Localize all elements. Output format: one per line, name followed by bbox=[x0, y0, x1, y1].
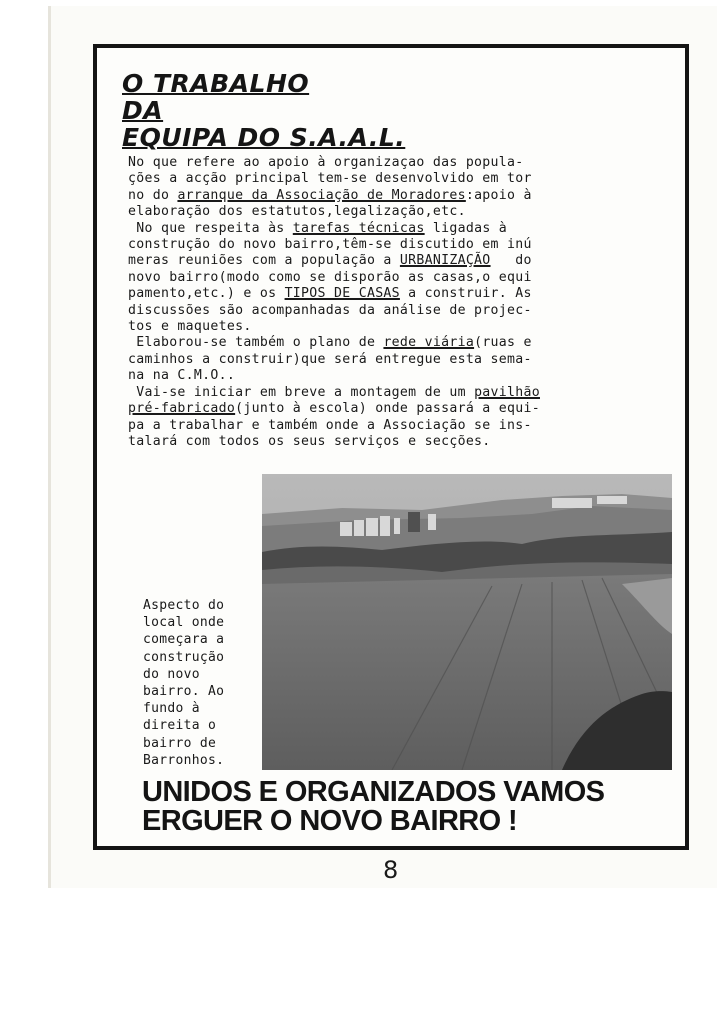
body-text-segment: No que refere ao apoio à organizaçao das popula- bbox=[128, 155, 524, 170]
body-text-segment: ções a acção principal tem-se desenvolvido em tor bbox=[128, 171, 532, 187]
caption-line: fundo à bbox=[143, 701, 200, 717]
body-line bbox=[128, 335, 650, 351]
body-line bbox=[128, 188, 650, 204]
body-line bbox=[128, 434, 650, 450]
title-line: O TRABALHO bbox=[122, 69, 310, 98]
body-line bbox=[128, 401, 650, 417]
body-line bbox=[128, 253, 650, 269]
caption-line: começara a bbox=[143, 632, 225, 648]
body-text-segment: discussões são acompanhadas da análise de projec- bbox=[128, 302, 532, 318]
underlined-phrase: pré-fabricado bbox=[128, 401, 236, 417]
body-line bbox=[128, 385, 650, 401]
page-number: 8 bbox=[383, 856, 399, 884]
body-text-segment: tos e maquetes. bbox=[128, 319, 252, 335]
body-line bbox=[128, 155, 650, 171]
body-line bbox=[128, 171, 650, 187]
underlined-phrase: pavilhão bbox=[474, 384, 540, 400]
caption-line: construção bbox=[143, 649, 225, 665]
body-text-segment: novo bairro(modo como se disporão as casas,o equi bbox=[128, 269, 532, 285]
body-line bbox=[128, 352, 650, 368]
body-text-segment: pamento,etc.) e os bbox=[128, 286, 285, 302]
caption-line: do novo bbox=[143, 666, 200, 682]
caption-line: bairro de bbox=[143, 735, 217, 751]
article-body bbox=[128, 155, 650, 450]
body-text-segment: a construir. As bbox=[399, 286, 532, 302]
body-line bbox=[128, 270, 650, 286]
body-line bbox=[128, 204, 650, 220]
photo-caption bbox=[143, 597, 261, 769]
body-text-segment: elaboração dos estatutos,legalização,etc. bbox=[128, 204, 466, 220]
underlined-phrase: TIPOS DE CASAS bbox=[284, 286, 400, 302]
sheet-edge bbox=[48, 6, 51, 888]
body-text-segment: talará com todos os seus serviços e secções. bbox=[128, 433, 491, 449]
body-line bbox=[128, 303, 650, 319]
body-text-segment: Elaborou-se também o plano de bbox=[128, 335, 384, 351]
body-text-segment: meras reuniões com a população a bbox=[128, 253, 400, 269]
landscape-photo-image bbox=[262, 474, 672, 770]
caption-line: Barronhos. bbox=[143, 752, 225, 768]
body-text-segment: (ruas e bbox=[474, 335, 532, 351]
title-line: EQUIPA DO S.A.A.L. bbox=[122, 123, 406, 152]
body-text-segment: construção do novo bairro,têm-se discutido em inú bbox=[128, 237, 532, 253]
body-line bbox=[128, 418, 650, 434]
body-text-segment: No que respeita às bbox=[128, 220, 293, 236]
body-line bbox=[128, 286, 650, 302]
caption-line: local onde bbox=[143, 615, 225, 631]
underlined-phrase: rede viária bbox=[383, 335, 475, 351]
underlined-phrase: tarefas técnicas bbox=[292, 220, 425, 236]
caption-line: bairro. Ao bbox=[143, 684, 225, 700]
underlined-phrase: arranque da Associação de Moradores bbox=[177, 187, 466, 203]
body-text-segment: ligadas à bbox=[424, 220, 508, 236]
landscape-photo bbox=[262, 474, 672, 770]
body-text-segment: Vai-se iniciar em breve a montagem de um bbox=[128, 384, 475, 400]
caption-line: Aspecto do bbox=[143, 598, 225, 613]
body-text-segment: caminhos a construir)que será entregue esta sema- bbox=[128, 351, 532, 367]
slogan-line: ERGUER O NOVO BAIRRO ! bbox=[142, 805, 518, 837]
caption-line: direita o bbox=[143, 718, 217, 734]
slogan bbox=[142, 778, 662, 836]
title-line: DA bbox=[122, 96, 164, 125]
body-text-segment: :apoio à bbox=[465, 187, 532, 203]
slogan-line: UNIDOS E ORGANIZADOS VAMOS bbox=[142, 776, 605, 808]
body-line bbox=[128, 319, 650, 335]
body-text-segment: na na C.M.O.. bbox=[128, 368, 236, 384]
article-title bbox=[122, 70, 405, 151]
body-text-segment: no do bbox=[128, 187, 178, 203]
body-line bbox=[128, 221, 650, 237]
body-text-segment: pa a trabalhar e também onde a Associação se ins- bbox=[128, 417, 532, 433]
body-text-segment: (junto à escola) onde passará a equi- bbox=[235, 401, 540, 417]
body-text-segment: do bbox=[490, 253, 532, 269]
underlined-phrase: URBANIZAÇÃO bbox=[399, 253, 491, 269]
body-line bbox=[128, 368, 650, 384]
body-line bbox=[128, 237, 650, 253]
